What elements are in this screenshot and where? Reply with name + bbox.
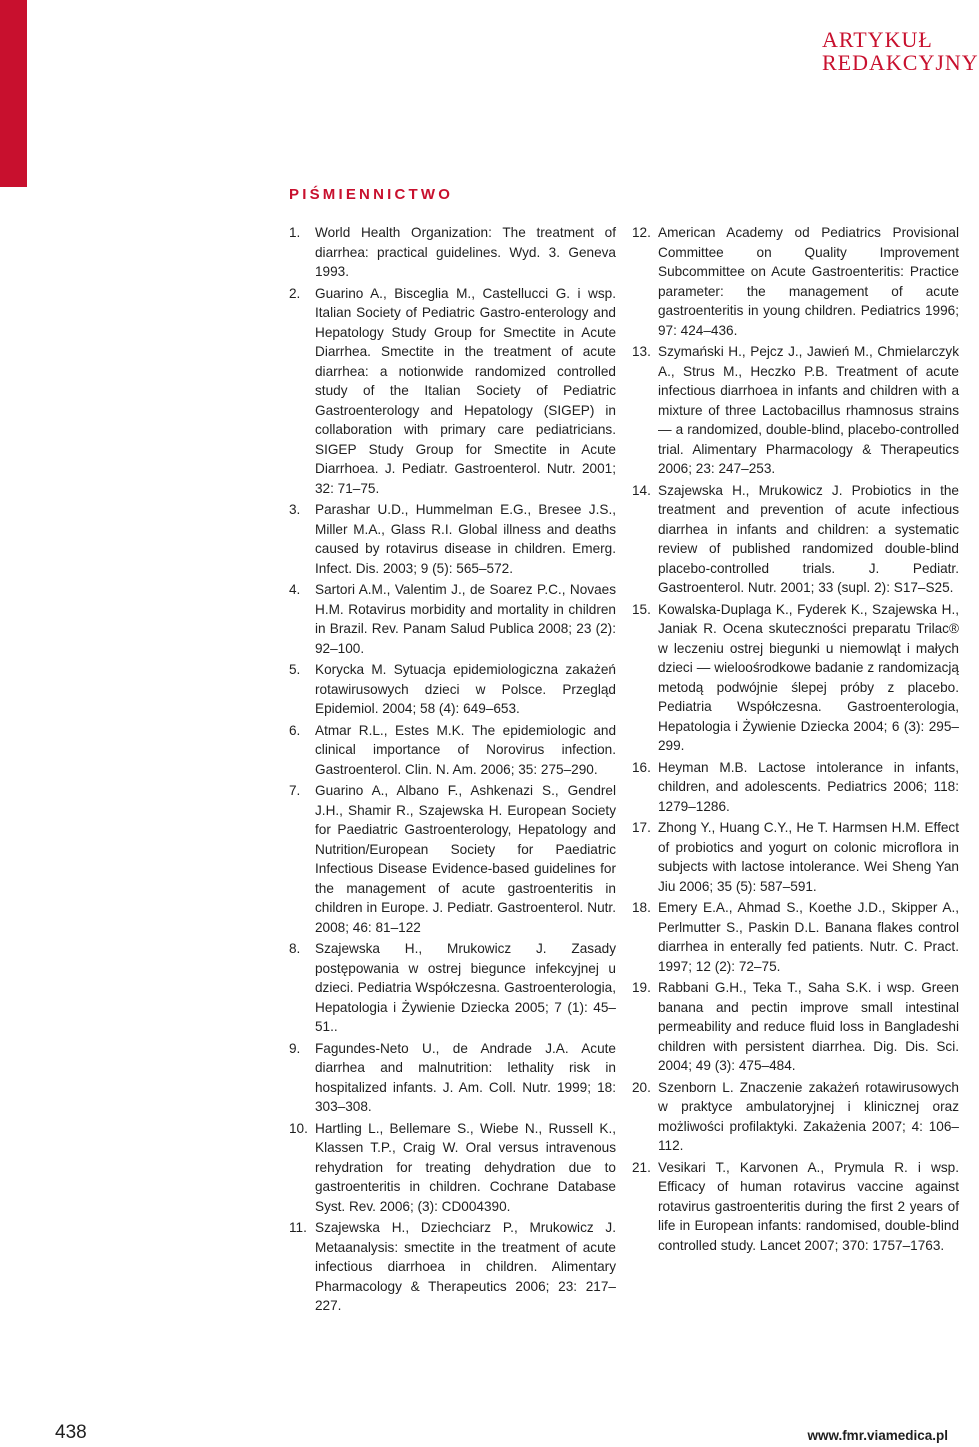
reference-number: 8.	[289, 941, 301, 956]
reference-item	[632, 1078, 959, 1156]
reference-item	[289, 660, 616, 719]
reference-number: 10.	[289, 1120, 308, 1136]
reference-number: 11.	[289, 1220, 307, 1235]
reference-text: Atmar R.L., Estes M.K. The epidemiologic and clinical importance of Norovirus infection. Gastroenterol. Clin. N. Am. 2006; 35: 275–290.	[315, 722, 616, 777]
references-list-left	[289, 223, 616, 1316]
reference-text: Guarino A., Bisceglia M., Castellucci G. i wsp. Italian Society of Pediatric Gastro-enterology and Hepatology Study Group for Smectite in Acute Diarrhea. Smectite in the treatment of acute diarrhea: a notionwide randomized controlled study of the Italian Society of Pediatric Gastroenterology and Hepatology (SIGEP) in collaboration with primary care pediatricians. SIGEP Study Group for Smectite in Acute Diarrhoea. J. Pediatr. Gastroenterol. Nutr. 2001; 32: 71–75.	[315, 285, 616, 496]
reference-number: 15.	[632, 601, 651, 617]
reference-item	[632, 481, 959, 598]
reference-item	[289, 580, 616, 658]
reference-item	[632, 818, 959, 896]
reference-number: 9.	[289, 1040, 301, 1056]
reference-item	[632, 758, 959, 817]
reference-item	[289, 284, 616, 499]
reference-text: Hartling L., Bellemare S., Wiebe N., Russell K., Klassen T.P., Craig W. Oral versus intravenous rehydration for treating dehydration due to gastroenteritis in children. Cochrane Database Syst. Rev. 2006; (3): CD004390.	[315, 1120, 616, 1214]
reference-text: Fagundes-Neto U., de Andrade J.A. Acute diarrhea and malnutrition: lethality risk in hospitalized infants. J. Am. Coll. Nutr. 1999; 18: 303–308.	[315, 1040, 616, 1114]
reference-item	[289, 1218, 616, 1316]
reference-number: 21.	[632, 1159, 651, 1175]
reference-text: Szajewska H., Mrukowicz J. Probiotics in the treatment and prevention of acute infectious diarrhea in infants and children: a systematic review of published randomized double-blind placebo-controlled trials. J. Pediatr. Gastroenterol. Nutr. 2001; 33 (supl. 2): S17–S25.	[658, 482, 959, 595]
reference-number: 17.	[632, 820, 651, 835]
reference-item	[289, 1039, 616, 1117]
references-column-left	[289, 223, 616, 1318]
reference-number: 18.	[632, 900, 651, 915]
reference-item	[632, 342, 959, 479]
reference-number: 12.	[632, 225, 651, 240]
reference-item	[289, 721, 616, 780]
reference-text: Korycka M. Sytuacja epidemiologiczna zakażeń rotawirusowych dzieci w Polsce. Przegląd Epidemiol. 2004; 58 (4): 649–653.	[315, 662, 616, 716]
reference-number: 4.	[289, 582, 301, 597]
reference-text: Kowalska-Duplaga K., Fyderek K., Szajewska H., Janiak R. Ocena skuteczności preparatu Trilac® w leczeniu ostrej biegunki u niemowląt i małych dzieci — wieloośrodkowe badanie z randomizacją metodą podwójnie ślepej próby z placebo. Pediatria Współczesna. Gastroenterologia, Hepatologia i Żywienie Dziecka 2004; 6 (3): 295–299.	[658, 601, 959, 753]
references-heading: PIŚMIENNICTWO	[289, 186, 454, 203]
reference-text: Szenborn L. Znaczenie zakażeń rotawirusowych w praktyce ambulatoryjnej i klinicznej oraz możliwości profilaktyki. Zakażenia 2007; 4: 106–112.	[658, 1079, 959, 1153]
reference-number: 1.	[289, 225, 301, 240]
reference-number: 16.	[632, 759, 651, 775]
reference-item	[632, 1158, 959, 1256]
reference-text: Heyman M.B. Lactose intolerance in infants, children, and adolescents. Pediatrics 2006; 118: 1279–1286.	[658, 759, 959, 814]
reference-number: 3.	[289, 502, 301, 517]
reference-number: 20.	[632, 1079, 651, 1095]
reference-number: 5.	[289, 662, 301, 677]
reference-number: 2.	[289, 285, 301, 301]
references-column-right	[632, 223, 959, 1257]
reference-text: Parashar U.D., Hummelman E.G., Bresee J.S., Miller M.A., Glass R.I. Global illness and deaths caused by rotavirus disease in children. Emerg. Infect. Dis. 2003; 9 (5): 565–572.	[315, 502, 616, 576]
reference-text: American Academy od Pediatrics Provisional Committee on Quality Improvement Subcommittee on Acute Gastroenteritis: Practice parameter: the management of acute gastroenteritis in young children. Pediatrics 1996; 97: 424–436.	[658, 225, 959, 338]
reference-text: Szajewska H., Mrukowicz J. Zasady postępowania w ostrej biegunce infekcyjnej u dzieci. Pediatria Współczesna. Gastroenterologia, Hepatologia i Żywienie Dziecka 2005; 7 (1): 45–51..	[315, 941, 616, 1034]
reference-text: Sartori A.M., Valentim J., de Soarez P.C., Novaes H.M. Rotavirus morbidity and mortality in children in Brazil. Rev. Panam Salud Publica 2008; 23 (2): 92–100.	[315, 582, 616, 656]
reference-item	[632, 223, 959, 340]
section-label-line-2: REDAKCYJNY	[822, 50, 979, 75]
reference-item	[289, 223, 616, 282]
red-accent-bar	[0, 0, 27, 187]
reference-number: 7.	[289, 783, 301, 798]
reference-number: 6.	[289, 722, 301, 738]
reference-number: 13.	[632, 344, 651, 359]
reference-text: Szymański H., Pejcz J., Jawień M., Chmielarczyk A., Strus M., Heczko P.B. Treatment of acute infectious diarrhoea in infants and children with a mixture of three Lactobacillus rhamnosus strains — a randomized, double-blind, placebo-controlled trial. Alimentary Pharmacology & Therapeutics 2006; 23: 247–253.	[658, 344, 959, 476]
reference-text: Guarino A., Albano F., Ashkenazi S., Gendrel J.H., Shamir R., Szajewska H. European Society for Paediatric Gastroenterology, Hepatology and Nutrition/European Society for Paediatric Infectious Disease Evidence-based guidelines for the management of acute gastroenteritis in children in Europe. J. Pediatr. Gastroenterol. Nutr. 2008; 46: 81–122	[315, 783, 616, 935]
reference-text: Vesikari T., Karvonen A., Prymula R. i wsp. Efficacy of human rotavirus vaccine against rotavirus gastroenteritis during the first 2 years of life in European infants: randomised, double-blind controlled study. Lancet 2007; 370: 1757–1763.	[658, 1159, 959, 1253]
references-list-right	[632, 223, 959, 1255]
reference-number: 14.	[632, 482, 651, 498]
reference-text: Emery E.A., Ahmad S., Koethe J.D., Skipper A., Perlmutter S., Paskin D.L. Banana flakes control diarrhea in enterally fed patients. Nutr. C. Pract. 1997; 12 (2): 72–75.	[658, 900, 959, 974]
reference-text: World Health Organization: The treatment of diarrhea: practical guidelines. Wyd. 3. Geneva 1993.	[315, 225, 616, 279]
reference-item	[632, 600, 959, 756]
website-link[interactable]: www.fmr.viamedica.pl	[807, 1428, 948, 1443]
reference-item	[289, 1119, 616, 1217]
reference-item	[289, 500, 616, 578]
reference-item	[289, 939, 616, 1037]
section-label-line-1: ARTYKUŁ	[822, 27, 933, 52]
section-label	[822, 27, 979, 75]
reference-item	[632, 898, 959, 976]
reference-text: Szajewska H., Dziechciarz P., Mrukowicz J. Metaanalysis: smectite in the treatment of acute infectious diarrhoea in children. Alimentary Pharmacology & Therapeutics 2006; 23: 217–227.	[315, 1220, 616, 1313]
reference-text: Zhong Y., Huang C.Y., He T. Harmsen H.M. Effect of probiotics and yogurt on colonic microflora in subjects with lactose intolerance. Wei Sheng Yan Jiu 2006; 35 (5): 587–591.	[658, 820, 959, 894]
reference-item	[289, 781, 616, 937]
reference-number: 19.	[632, 980, 651, 995]
reference-text: Rabbani G.H., Teka T., Saha S.K. i wsp. Green banana and pectin improve small intestinal permeability and reduce fluid loss in Bangladeshi children with persistent diarrhea. Dig. Dis. Sci. 2004; 49 (3): 475–484.	[658, 980, 959, 1073]
reference-item	[632, 978, 959, 1076]
page-number: 438	[55, 1422, 87, 1443]
